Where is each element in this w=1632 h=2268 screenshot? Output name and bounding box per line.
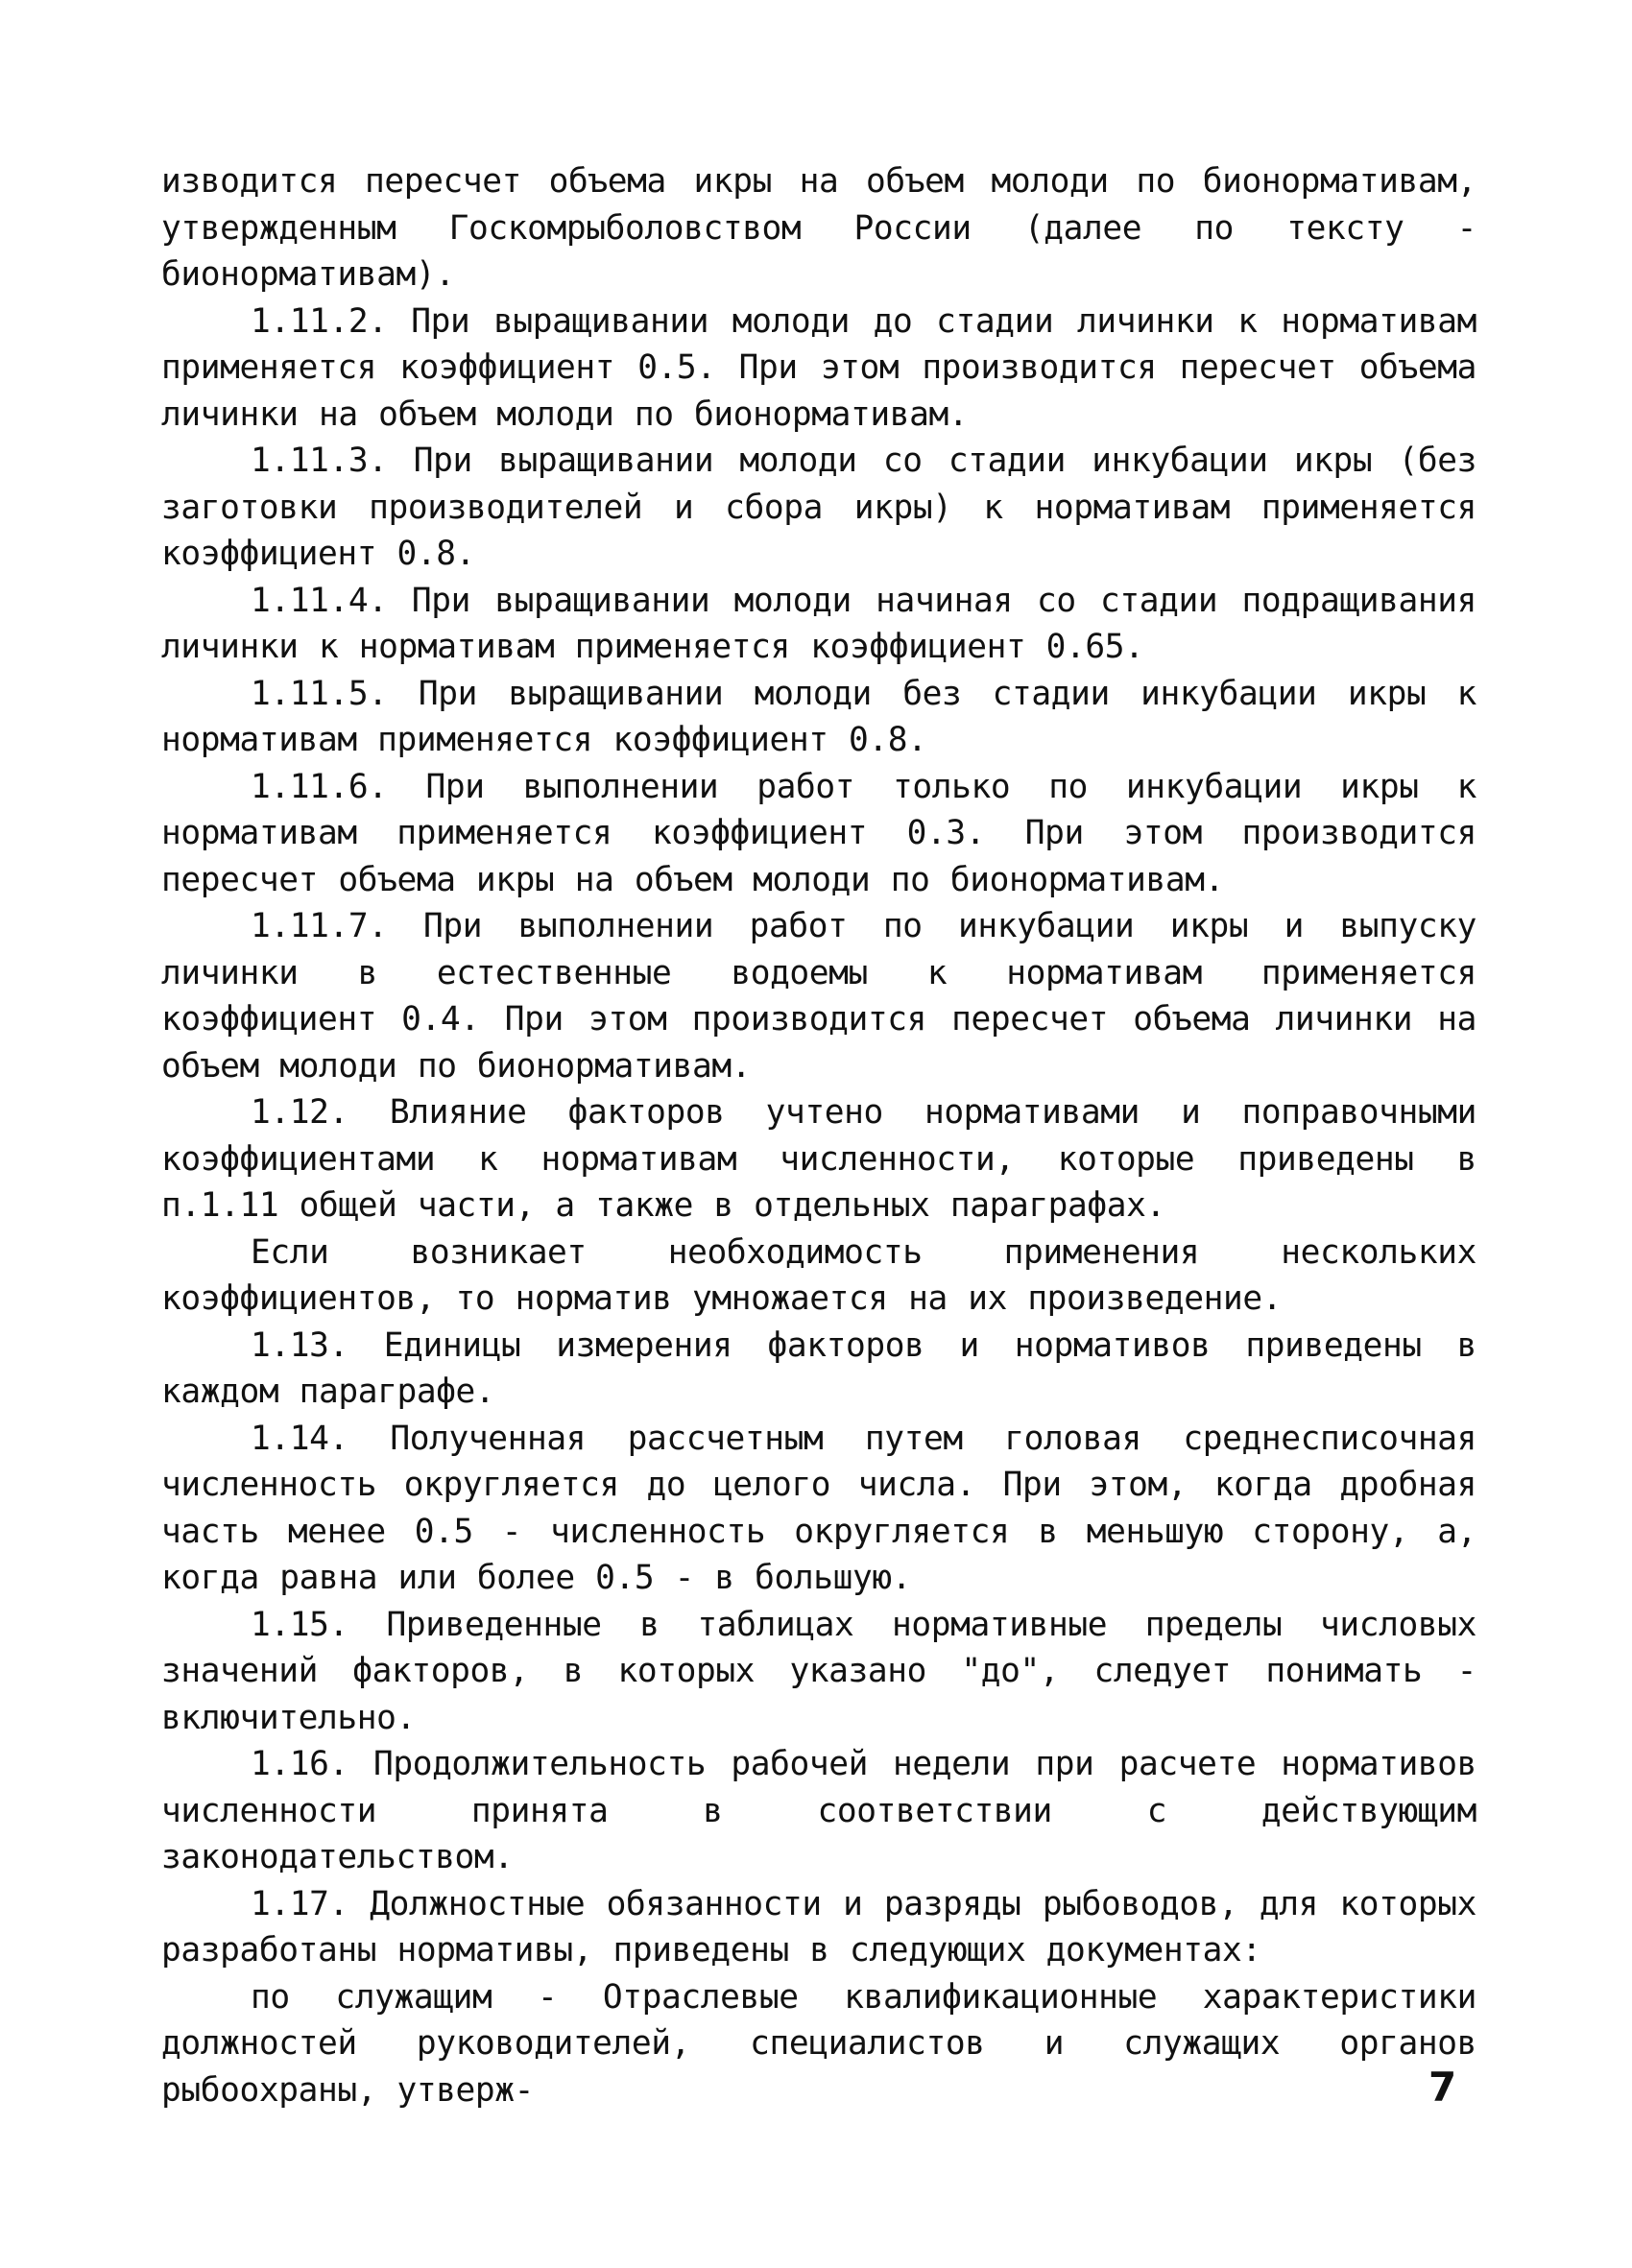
paragraph-1-16: 1.16. Продолжительность рабочей недели при расчете нормативов численности принята в соответствии с действующим законодательством. [161,1745,1476,1876]
paragraph-1-13: 1.13. Единицы измерения факторов и нормативов приведены в каждом параграфе. [161,1325,1476,1411]
paragraph-continuation: изводится пересчет объема икры на объем молоди по бионормативам, утвержденным Госкомрыболовством России (далее по тексту - бионормативам). [161,162,1476,294]
paragraph-employees: по служащим - Отраслевые квалификационные характеристики должностей руководителей, специалистов и служащих органов рыбоохраны, утверж- [161,1977,1476,2110]
paragraph-coefficients: Если возникает необходимость применения нескольких коэффициентов, то норматив умножается на их произведение. [161,1232,1476,1318]
paragraph-1-11-3: 1.11.3. При выращивании молоди со стадии инкубации икры (без заготовки производителей и сбора икры) к нормативам применяется коэффициент 0.8. [161,442,1476,573]
paragraph-1-15: 1.15. Приведенные в таблицах нормативные пределы числовых значений факторов, в которых указано "до", следует понимать - включительно. [161,1605,1476,1737]
paragraph-1-17: 1.17. Должностные обязанности и разряды рыбоводов, для которых разработаны нормативы, приведены в следующих документах: [161,1884,1476,1970]
page-number: 7 [1428,2064,1457,2111]
paragraph-1-11-2: 1.11.2. При выращивании молоди до стадии личинки к нормативам применяется коэффициент 0.5. При этом производится пересчет объема личинки на объем молоди по бионормативам. [161,301,1476,434]
document-page [161,158,1476,2113]
paragraph-1-11-5: 1.11.5. При выращивании молоди без стадии инкубации икры к нормативам применяется коэффициент 0.8. [161,674,1476,759]
paragraph-1-11-7: 1.11.7. При выполнении работ по инкубации икры и выпуску личинки в естественные водоемы к нормативам применяется коэффициент 0.4. При этом производится пересчет объема личинки на объем молоди по бионормативам. [161,907,1476,1086]
paragraph-1-14: 1.14. Полученная рассчетным путем головая среднесписочная численность округляется до целого числа. При этом, когда дробная часть менее 0.5 - численность округляется в меньшую сторону, а, когда равна или более 0.5 - в большую. [161,1419,1476,1597]
paragraph-1-11-6: 1.11.6. При выполнении работ только по инкубации икры к нормативам применяется коэффициент 0.3. При этом производится пересчет объема икры на объем молоди по бионормативам. [161,767,1476,899]
paragraph-1-11-4: 1.11.4. При выращивании молоди начиная со стадии подращивания личинки к нормативам применяется коэффициент 0.65. [161,581,1476,666]
paragraph-1-12: 1.12. Влияние факторов учтено нормативами и поправочными коэффициентами к нормативам численности, которые приведены в п.1.11 общей части, а также в отдельных параграфах. [161,1093,1476,1225]
